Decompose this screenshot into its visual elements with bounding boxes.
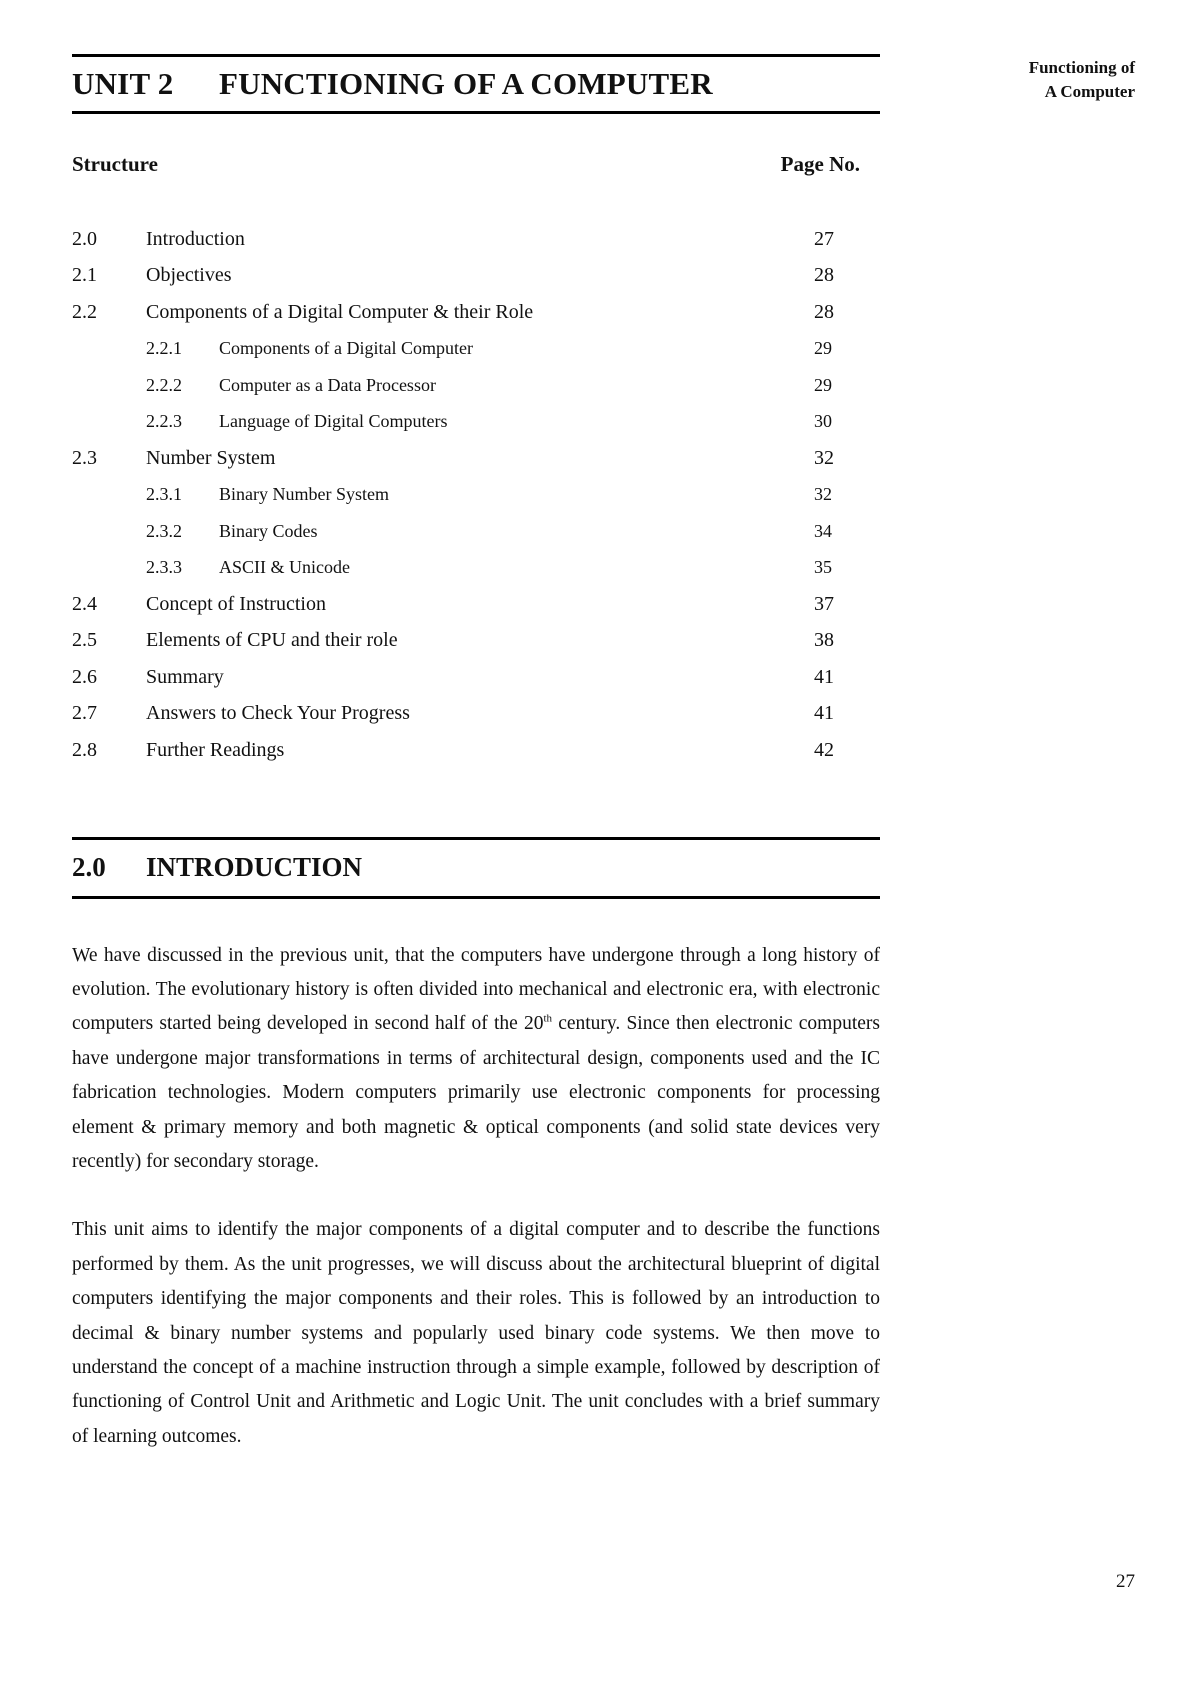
- toc-title: Answers to Check Your Progress: [146, 702, 410, 725]
- toc-page: 32: [814, 446, 834, 469]
- toc-title: Components of a Digital Computer: [219, 338, 473, 359]
- toc-row: [72, 367, 880, 404]
- toc-title: Concept of Instruction: [146, 592, 326, 615]
- p1-part-b: century. Since then electronic computers have undergone major transformations in terms of architectural design, components used and the IC fabrication technologies. Modern computers primarily use electronic components for processing element & primary memory and both magnetic & optical components (and solid state devices very recently) for secondary storage.: [72, 1013, 880, 1172]
- structure-label: Structure: [72, 152, 158, 176]
- toc-number: 2.0: [72, 227, 97, 250]
- toc-title: Binary Codes: [219, 520, 318, 541]
- toc-page: 28: [814, 264, 834, 287]
- running-header-line1: Functioning of: [1028, 58, 1135, 77]
- toc-number: 2.3: [72, 446, 97, 469]
- toc-title: Elements of CPU and their role: [146, 629, 398, 652]
- unit-number: UNIT 2: [72, 66, 174, 101]
- toc-title: Further Readings: [146, 738, 285, 761]
- toc-number: 2.6: [72, 665, 97, 688]
- toc-row: [72, 659, 880, 696]
- section-title: INTRODUCTION: [146, 852, 363, 882]
- toc-row: [72, 258, 880, 295]
- toc-row: [72, 513, 880, 550]
- toc-title: Binary Number System: [219, 484, 389, 505]
- toc-page: 29: [814, 338, 832, 359]
- toc-page: 41: [814, 665, 834, 688]
- toc-title: Number System: [146, 446, 276, 469]
- toc-page: 28: [814, 300, 834, 323]
- intro-paragraph-1: [72, 939, 880, 1180]
- toc-page: 32: [814, 484, 832, 505]
- toc-row: [72, 331, 880, 368]
- section-number: 2.0: [72, 852, 106, 882]
- toc-title: Objectives: [146, 264, 232, 287]
- toc-title: Introduction: [146, 227, 245, 250]
- toc-page: 30: [814, 411, 832, 432]
- toc-number: 2.3.3: [146, 557, 182, 578]
- toc-row: [72, 404, 880, 441]
- toc-row: [72, 623, 880, 660]
- section-bottom-rule: [72, 896, 880, 899]
- page-number: 27: [1116, 1571, 1135, 1592]
- toc-row: [72, 586, 880, 623]
- toc-row: [72, 294, 880, 331]
- toc-number: 2.2: [72, 300, 97, 323]
- toc-page: 34: [814, 520, 832, 541]
- toc-title: Components of a Digital Computer & their Role: [146, 300, 534, 323]
- toc-number: 2.2.1: [146, 338, 182, 359]
- toc-page: 38: [814, 629, 834, 652]
- page-no-label: Page No.: [780, 152, 860, 176]
- toc-title: ASCII & Unicode: [219, 557, 350, 578]
- toc-page: 37: [814, 592, 834, 615]
- unit-title: FUNCTIONING OF A COMPUTER: [219, 66, 713, 101]
- toc-number: 2.5: [72, 629, 97, 652]
- running-header: [935, 56, 1135, 104]
- toc-row: [72, 732, 880, 769]
- toc-title: Summary: [146, 665, 224, 688]
- unit-heading: [72, 57, 880, 111]
- toc-number: 2.2.2: [146, 374, 182, 395]
- p1-part-a: We have discussed in the previous unit, that the computers have undergone through a long history of evolution. The evolutionary history is often divided into mechanical and electronic era, with electronic computers started being developed in second half of the 20: [72, 944, 880, 1035]
- toc-row: [72, 440, 880, 477]
- toc-row: [72, 221, 880, 258]
- page-content: [72, 54, 880, 1474]
- unit-bottom-rule: [72, 111, 880, 114]
- toc-title: Computer as a Data Processor: [219, 374, 436, 395]
- section-heading: [72, 840, 880, 896]
- toc-page: 42: [814, 738, 834, 761]
- toc-number: 2.7: [72, 702, 97, 725]
- structure-header: [72, 152, 880, 177]
- introduction-section: [72, 837, 880, 1455]
- running-header-line2: A Computer: [1044, 82, 1135, 101]
- toc-page: 35: [814, 557, 832, 578]
- toc-number: 2.2.3: [146, 411, 182, 432]
- intro-paragraph-2: This unit aims to identify the major components of a digital computer and to describe the functions performed by them. As the unit progresses, we will discuss about the architectural blueprint of digital computers identifying the major components and their roles. This is followed by an introduction to decimal & binary number systems and popularly used binary code systems. We then move to understand the concept of a machine instruction through a simple example, followed by description of functioning of Control Unit and Arithmetic and Logic Unit. The unit concludes with a brief summary of learning outcomes.: [72, 1219, 880, 1447]
- toc-row: [72, 550, 880, 587]
- toc-number: 2.1: [72, 264, 97, 287]
- toc-page: 29: [814, 374, 832, 395]
- toc-row: [72, 477, 880, 514]
- toc-number: 2.3.1: [146, 484, 182, 505]
- toc-number: 2.3.2: [146, 520, 182, 541]
- p1-superscript: th: [543, 1012, 553, 1025]
- toc-title: Language of Digital Computers: [219, 411, 448, 432]
- toc-row: [72, 696, 880, 733]
- toc-number: 2.4: [72, 592, 97, 615]
- table-of-contents: [72, 221, 880, 769]
- toc-page: 27: [814, 227, 834, 250]
- toc-number: 2.8: [72, 738, 97, 761]
- toc-page: 41: [814, 702, 834, 725]
